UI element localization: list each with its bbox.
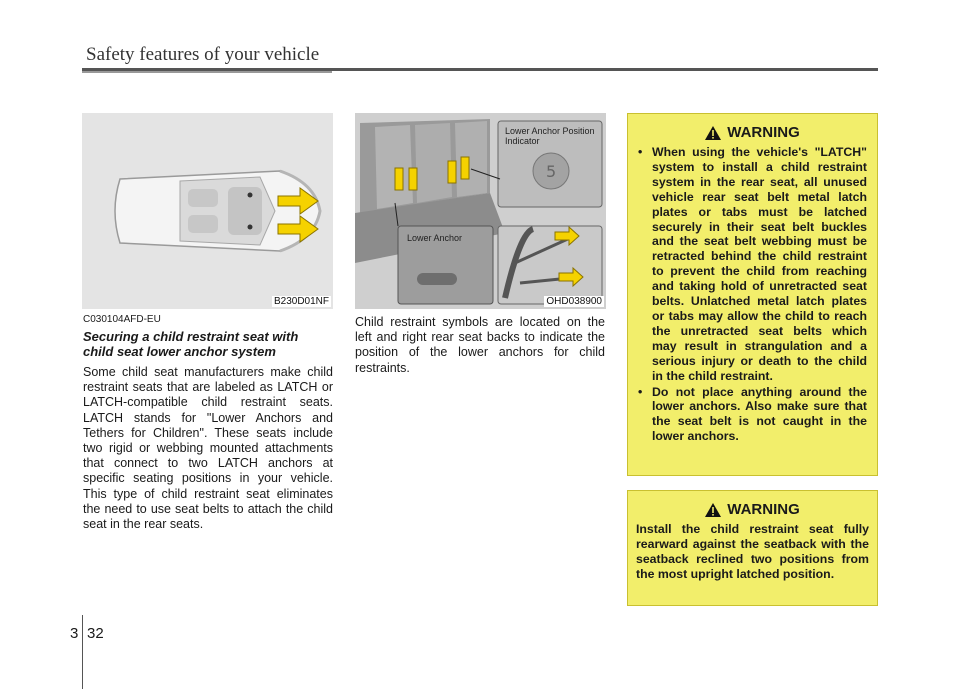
section-title: Securing a child restraint seat with child seat lower anchor system [83,329,299,359]
warning-triangle-icon [705,126,721,140]
warning-title: WARNING [727,501,800,518]
car-top-view-figure [82,113,333,309]
car-top-view-illustration [82,113,333,309]
warning-list [638,145,867,444]
callout-anchor-label: Lower Anchor [407,233,463,243]
warning-box-latch [627,113,878,476]
rear-seat-figure [355,113,606,309]
footer-chapter: 3 [70,625,79,642]
figure-code: OHD038900 [546,296,602,307]
svg-text:5: 5 [546,162,557,181]
section-reference-code: C030104AFD-EU [83,314,161,325]
warning-heading [628,124,877,141]
callout-indicator-label: Lower Anchor Position Indicator [505,126,595,146]
middle-body: Child restraint symbols are located on the left and right rear seat backs to indicate the position of the lower anchors for child restraints. [355,315,605,375]
footer-page-number: 32 [87,625,104,642]
warning-item: • When using the vehicle's "LATCH" system to install a child restraint system in the rear seat, all unused vehicle rear seat belt metal latch plates or tabs must be latched securely in their seat belt buckles and the seat belt webbing must be retracted behind the child restraint to prevent the child from reaching and taking hold of unretracted seat belts. Unlatched metal latch plates or tabs may allow the child to reach the unretracted seat belts which may result in strangulation and a serious injury or death to the child in the child restraint. [638,145,867,384]
warning-heading [628,501,877,518]
warning-triangle-icon [705,503,721,517]
figure-code: B230D01NF [273,296,329,307]
page-header-title: Safety features of your vehicle [86,44,320,65]
warning-title: WARNING [727,124,800,141]
warning-text: Install the child restraint seat fully rearward against the seatback with the seatback reclined two positions from the most upright latched position. [636,522,869,581]
warning-box-recline [627,490,878,606]
header-rule-shade [82,71,332,73]
warning-item: • Do not place anything around the lower anchors. Also make sure that the seat belt is not caught in the lower anchors. [638,385,867,445]
footer-divider [82,615,83,689]
section-body: Some child seat manufacturers make child restraint seats that are labeled as LATCH or LATCH-compatible child restraint seats. LATCH stands for "Lower Anchors and Tethers for Children". These seats include two rigid or webbing mounted attachments that connect to two LATCH anchors at specific seating positions in your vehicle. This type of child restraint seat eliminates the need to use seat belts to attach the child seat in the rear seats. [83,365,333,532]
